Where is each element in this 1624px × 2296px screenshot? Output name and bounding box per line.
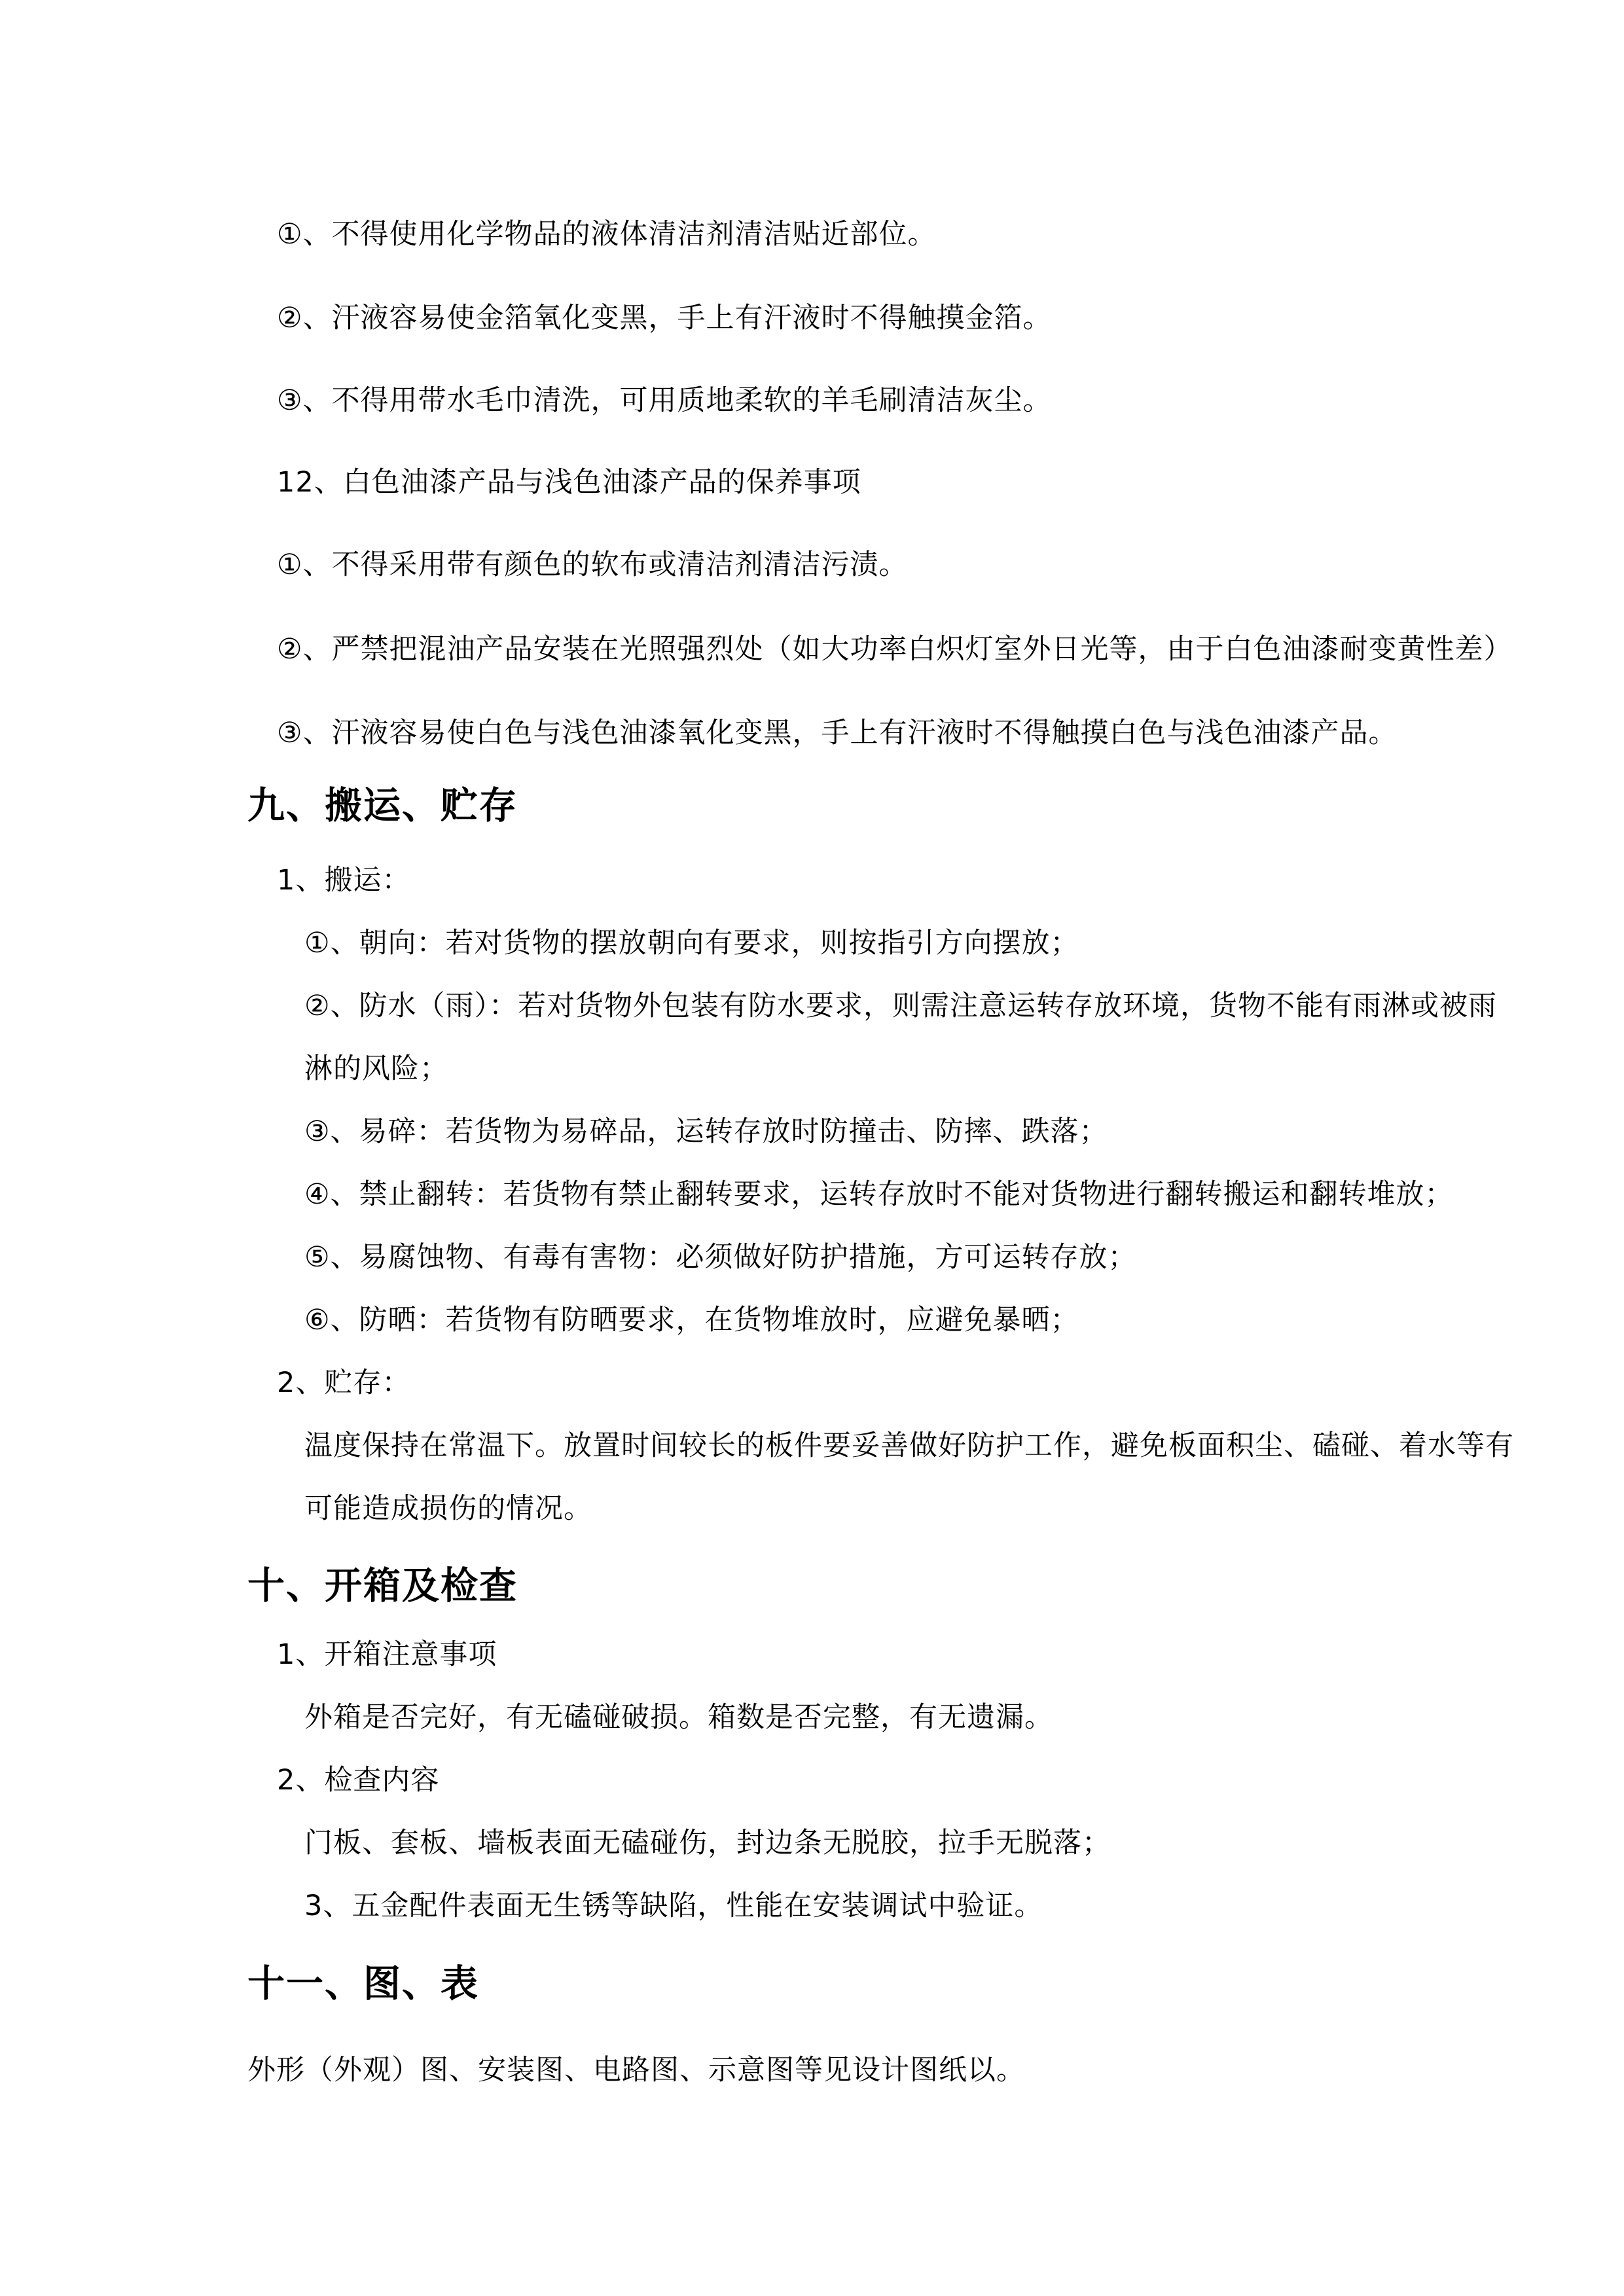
list-item: 12、白色油漆产品与浅色油漆产品的保养事项 (277, 466, 861, 499)
list-item: ⑥、防晒：若货物有防晒要求，在货物堆放时，应避免暴晒； (304, 1304, 1079, 1336)
text-line: 门板、套板、墙板表面无磕碰伤，封边条无脱胶，拉手无脱落； (304, 1827, 1111, 1859)
list-item: ⑤、易腐蚀物、有毒有害物：必须做好防护措施，方可运转存放； (304, 1241, 1137, 1274)
list-item: ④、禁止翻转：若货物有禁止翻转要求，运转存放时不能对货物进行翻转搬运和翻转堆放； (304, 1178, 1454, 1211)
text-line: 温度保持在常温下。放置时间较长的板件要妥善做好防护工作，避免板面积尘、磕碰、着水等有 (304, 1429, 1514, 1462)
text-line: 可能造成损伤的情况。 (304, 1492, 592, 1525)
list-item: ②、严禁把混油产品安装在光照强烈处（如大功率白炽灯室外日光等，由于白色油漆耐变黄性差） (277, 633, 1513, 666)
section-heading: 九、搬运、贮存 (247, 784, 518, 827)
list-item: ①、不得使用化学物品的液体清洁剂清洁贴近部位。 (277, 218, 937, 251)
list-item: 1、搬运： (277, 864, 411, 897)
list-item: ③、易碎：若货物为易碎品，运转存放时防撞击、防摔、跌落； (304, 1115, 1108, 1148)
list-item: 3、五金配件表面无生锈等缺陷，性能在安装调试中验证。 (304, 1890, 1043, 1922)
list-item: ③、不得用带水毛巾清洗，可用质地柔软的羊毛刷清洁灰尘。 (277, 384, 1052, 417)
list-item: ③、汗液容易使白色与浅色油漆氧化变黑，手上有汗液时不得触摸白色与浅色油漆产品。 (277, 717, 1398, 749)
section-heading: 十、开箱及检查 (247, 1564, 518, 1607)
list-item: 1、开箱注意事项 (277, 1638, 497, 1671)
list-item: 2、检查内容 (277, 1764, 440, 1797)
list-item: ①、不得采用带有颜色的软布或清洁剂清洁污渍。 (277, 548, 908, 581)
section-heading: 十一、图、表 (247, 1962, 479, 2005)
list-item: ②、汗液容易使金箔氧化变黑，手上有汗液时不得触摸金箔。 (277, 302, 1052, 334)
paragraph: 外形（外观）图、安装图、电路图、示意图等见设计图纸以。 (247, 2054, 1025, 2087)
list-item: ②、防水（雨）：若对货物外包装有防水要求，则需注意运转存放环境，货物不能有雨淋或被雨 (304, 990, 1498, 1022)
text-line: 外箱是否完好，有无磕碰破损。箱数是否完整，有无遗漏。 (304, 1701, 1053, 1734)
list-item: 2、贮存： (277, 1367, 411, 1399)
text-line: 淋的风险； (304, 1052, 448, 1085)
list-item: ①、朝向：若对货物的摆放朝向有要求，则按指引方向摆放； (304, 927, 1079, 960)
